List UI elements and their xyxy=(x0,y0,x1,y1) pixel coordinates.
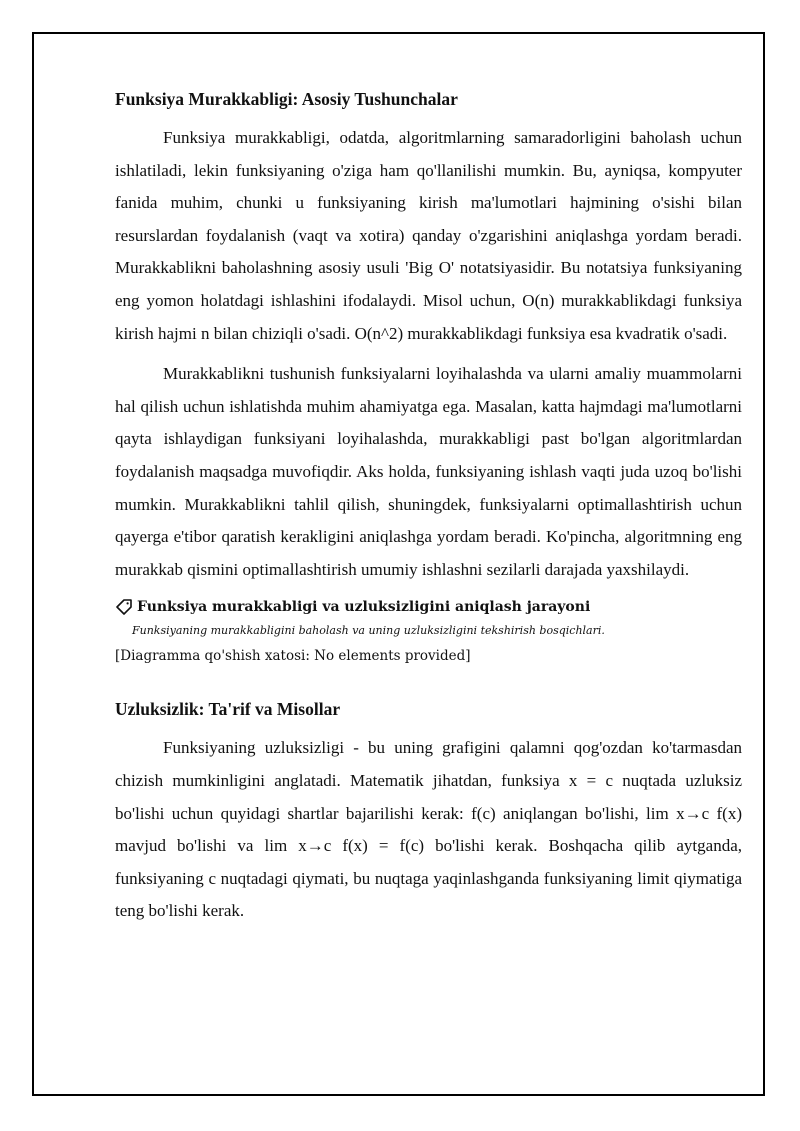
paragraph: Funksiya murakkabligi, odatda, algoritmlarning samaradorligini baholash uchun ishlatiladi, lekin funksiyaning o'ziga ham qo'llanilishi mumkin. Bu, ayniqsa, kompyuter fanida muhim, chunki u funksiyaning kirish ma'lumotlari hajmining o'sishi bilan resurslardan foydalanish (vaqt va xotira) qanday o'zgarishini aniqlashga yordam beradi. Murakkablikni baholashning asosiy usuli 'Big O' notatsiyasidir. Bu notatsiya funksiyaning eng yomon holatdagi ishlashini ifodalaydi. Misol uchun, O(n) murakkablikdagi funksiya kirish hajmi n bilan chiziqli o'sadi. O(n^2) murakkablikdagi funksiya esa kvadratik o'sadi. xyxy=(115,128,742,343)
diagram-block xyxy=(115,594,742,666)
diagram-title-row xyxy=(115,594,742,620)
document-content xyxy=(115,84,742,936)
diagram-caption: Funksiyaning murakkabligini baholash va uning uzluksizligini tekshirish bosqichlari. xyxy=(132,624,605,638)
paragraph: Murakkablikni tushunish funksiyalarni loyihalashda va ularni amaliy muammolarni hal qilish uchun ishlatishda muhim ahamiyatga ega. Masalan, katta hajmdagi ma'lumotlarni qayta ishlaydigan funksiyani loyihalashda, murakkabligi past bo'lgan algoritmlardan foydalanish maqsadga muvofiqdir. Aks holda, funksiyaning ishlash vaqti juda uzoq bo'lishi mumkin. Murakkablikni tahlil qilish, shuningdek, funksiyalarni optimallashtirish uchun qayerga e'tibor qaratish kerakligini aniqlashga yordam beradi. Ko'pincha, algoritmning eng murakkab qismini optimallashtirish umumiy ishlashni sezilarli darajada yaxshilaydi. xyxy=(115,364,742,579)
section-heading: Uzluksizlik: Ta'rif va Misollar xyxy=(115,699,341,720)
diagram-error-message: [Diagramma qo'shish xatosi: No elements provided] xyxy=(115,648,471,665)
diagram-title: Funksiya murakkabligi va uzluksizligini aniqlash jarayoni xyxy=(137,599,591,616)
paragraph: Funksiyaning uzluksizligi - bu uning grafigini qalamni qog'ozdan ko'tarmasdan chizish mumkinligini anglatadi. Matematik jihatdan, funksiya x = c nuqtada uzluksiz bo'lishi uchun quyidagi shartlar bajarilishi kerak: f(c) aniqlangan bo'lishi, lim x→c f(x) mavjud bo'lishi va lim x→c f(x) = f(c) bo'lishi kerak. Boshqacha qilib aytganda, funksiyaning c nuqtadagi qiymati, bu nuqtaga yaqinlashganda funksiyaning limit qiymatiga teng bo'lishi kerak. xyxy=(115,738,742,921)
tag-icon xyxy=(115,598,133,616)
section-continuity xyxy=(115,694,742,928)
section-complexity xyxy=(115,84,742,586)
section-heading: Funksiya Murakkabligi: Asosiy Tushunchalar xyxy=(115,89,458,109)
